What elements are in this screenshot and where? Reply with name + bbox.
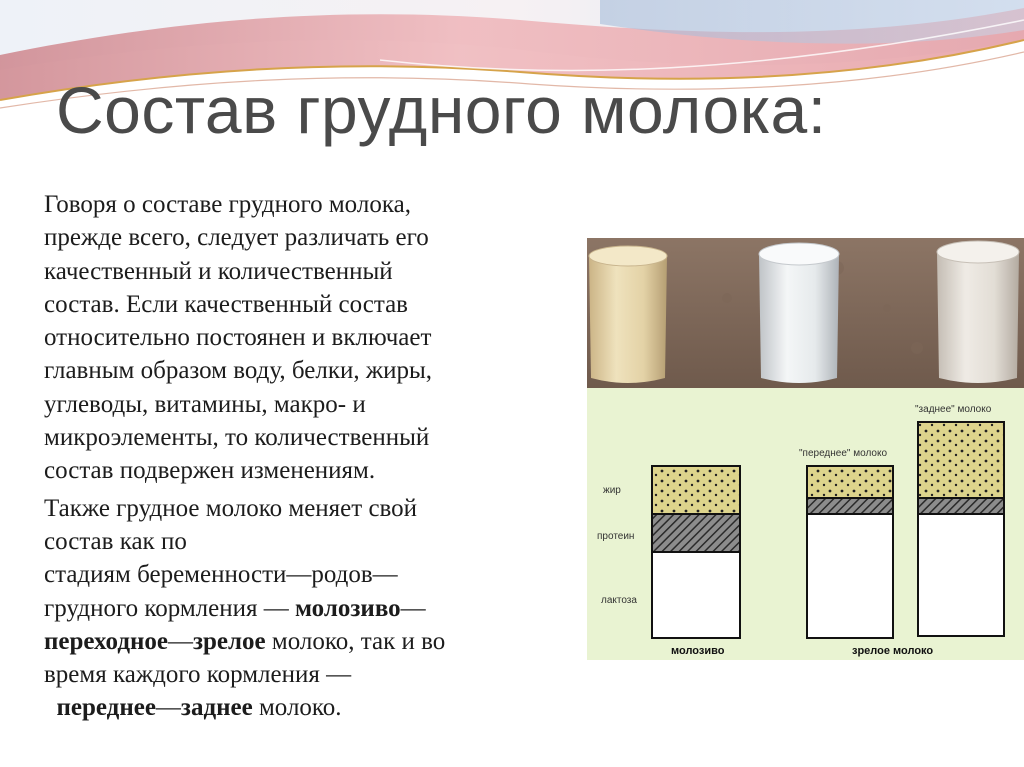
bold-term-transitional: переходное (44, 627, 168, 655)
text-line: углеводы, витамины, макро- и (44, 390, 366, 418)
dash: — (167, 627, 193, 655)
colostrum-protein-layer (652, 514, 740, 552)
paragraph-qualitative-composition (44, 188, 584, 488)
label-colostrum: молозиво (671, 645, 725, 657)
body-text (44, 188, 584, 729)
text-line: главным образом воду, белки, жиры, (44, 357, 433, 385)
hind-milk-protein-layer (918, 498, 1004, 514)
hind-milk-lactose-layer (918, 514, 1004, 636)
hind-milk-fat-layer (918, 422, 1004, 498)
label-fat: жир (603, 485, 621, 496)
fore-milk-protein-layer (807, 498, 893, 514)
label-fore-milk: "переднее" молоко (799, 448, 888, 459)
label-hind-milk: "заднее" молоко (915, 404, 992, 415)
milk-composition-diagram (587, 388, 1024, 660)
label-mature-milk: зрелое молоко (852, 645, 934, 657)
bold-term-hind: заднее (180, 694, 253, 722)
bold-term-colostrum: молозиво (294, 594, 401, 622)
text-line: качественный и количественный (44, 257, 393, 285)
text-line (44, 592, 584, 625)
text-line: Говоря о составе грудного молока, (44, 191, 411, 218)
text-line: состав. Если качественный состав (44, 290, 408, 318)
colostrum-fat-layer (652, 466, 740, 514)
fore-milk-lactose-layer (807, 514, 893, 638)
text-line: состав подвержен изменениям. (44, 457, 376, 485)
label-lactose: лактоза (601, 595, 637, 606)
text-fragment: молоко, так и во (265, 627, 446, 655)
text-line: микроэлементы, то количественный (44, 424, 430, 452)
text-line: Также грудное молоко меняет свой (44, 494, 418, 522)
label-protein: протеин (597, 531, 635, 542)
milk-glasses-photo (587, 238, 1024, 388)
bold-term-mature: зрелое (192, 627, 266, 655)
dash: — (155, 694, 181, 722)
text-line (44, 625, 584, 658)
text-line: время каждого кормления — (44, 661, 352, 689)
slide-title: Состав грудного молока: (56, 73, 827, 147)
text-line (56, 691, 584, 724)
text-line: относительно постоянен и включает (44, 324, 432, 352)
paragraph-changing-composition (44, 492, 584, 725)
fore-milk-fat-layer (807, 466, 893, 498)
bold-term-fore: переднее (56, 694, 156, 722)
text-fragment: молоко. (252, 694, 342, 722)
text-fragment: грудного кормления — (44, 594, 295, 622)
text-line: состав как по (44, 527, 187, 555)
dash: — (400, 594, 426, 622)
text-line: прежде всего, следует различать его (44, 224, 429, 252)
text-line: стадиям беременности—родов— (44, 561, 398, 589)
colostrum-lactose-layer (652, 552, 740, 638)
